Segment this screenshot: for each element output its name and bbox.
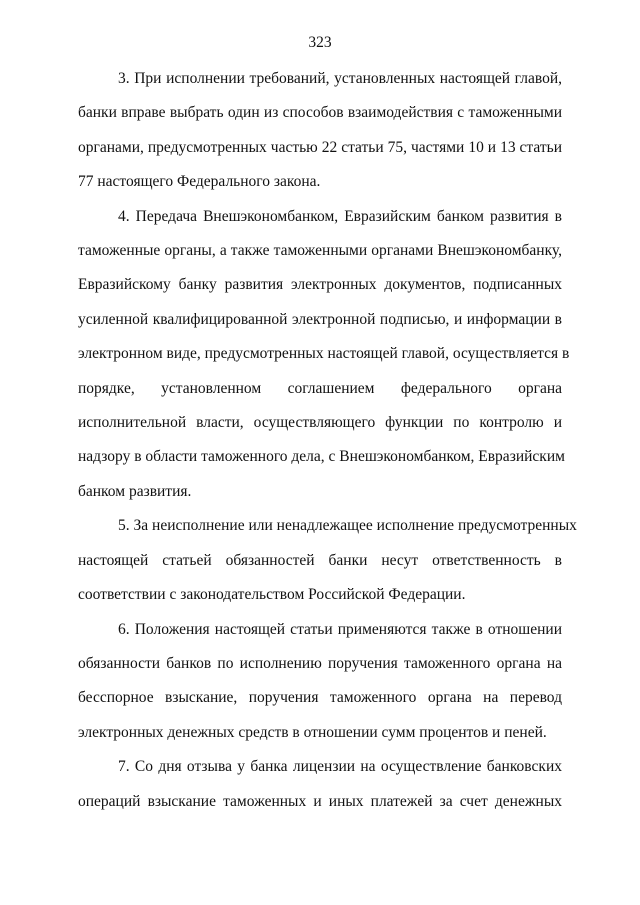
paragraph-4 xyxy=(78,200,570,510)
text-line: соответствии с законодательством Российской Федерации. xyxy=(78,586,466,604)
text-line: электронных денежных средств в отношении сумм процентов и пеней. xyxy=(78,723,547,741)
paragraph-3 xyxy=(78,62,562,200)
text-line: исполнительной власти, осуществляющего функции по контролю и xyxy=(78,414,562,432)
document-body xyxy=(78,62,577,819)
text-line: бесспорное взыскание, поручения таможенного органа на перевод xyxy=(78,689,562,707)
text-line: Евразийскому банку развития электронных документов, подписанных xyxy=(78,276,562,294)
text-line: операций взыскание таможенных и иных платежей за счет денежных xyxy=(78,792,562,810)
text-line: 7. Со дня отзыва у банка лицензии на осуществление банковских xyxy=(118,758,562,776)
text-line: 77 настоящего Федерального закона. xyxy=(78,173,321,191)
text-line: банком развития. xyxy=(78,482,192,500)
text-line: усиленной квалифицированной электронной подписью, и информации в xyxy=(78,310,562,328)
text-line: 4. Передача Внешэкономбанком, Евразийским банком развития в xyxy=(118,207,562,225)
page-number: 323 xyxy=(308,34,332,51)
text-line: порядке, установленном соглашением федерального органа xyxy=(78,379,562,397)
paragraph-7 xyxy=(78,750,562,819)
text-line: 3. При исполнении требований, установленных настоящей главой, xyxy=(118,70,562,87)
text-line: электронном виде, предусмотренных настоящей главой, осуществляется в xyxy=(78,345,570,363)
text-line: таможенные органы, а также таможенными органами Внешэкономбанку, xyxy=(78,242,562,260)
text-line: надзору в области таможенного дела, с Внешэкономбанком, Евразийским xyxy=(78,448,565,466)
text-line: органами, предусмотренных частью 22 статьи 75, частями 10 и 13 статьи xyxy=(78,138,562,156)
text-line: 6. Положения настоящей статьи применяются также в отношении xyxy=(118,620,562,638)
paragraph-6 xyxy=(78,613,562,751)
text-line: банки вправе выбрать один из способов взаимодействия с таможенными xyxy=(78,104,562,122)
text-line: настоящей статьей обязанностей банки несут ответственность в xyxy=(78,551,562,569)
text-line: 5. За неисполнение или ненадлежащее исполнение предусмотренных xyxy=(118,517,577,535)
text-line: обязанности банков по исполнению поручения таможенного органа на xyxy=(78,654,562,672)
paragraph-5 xyxy=(78,509,577,612)
